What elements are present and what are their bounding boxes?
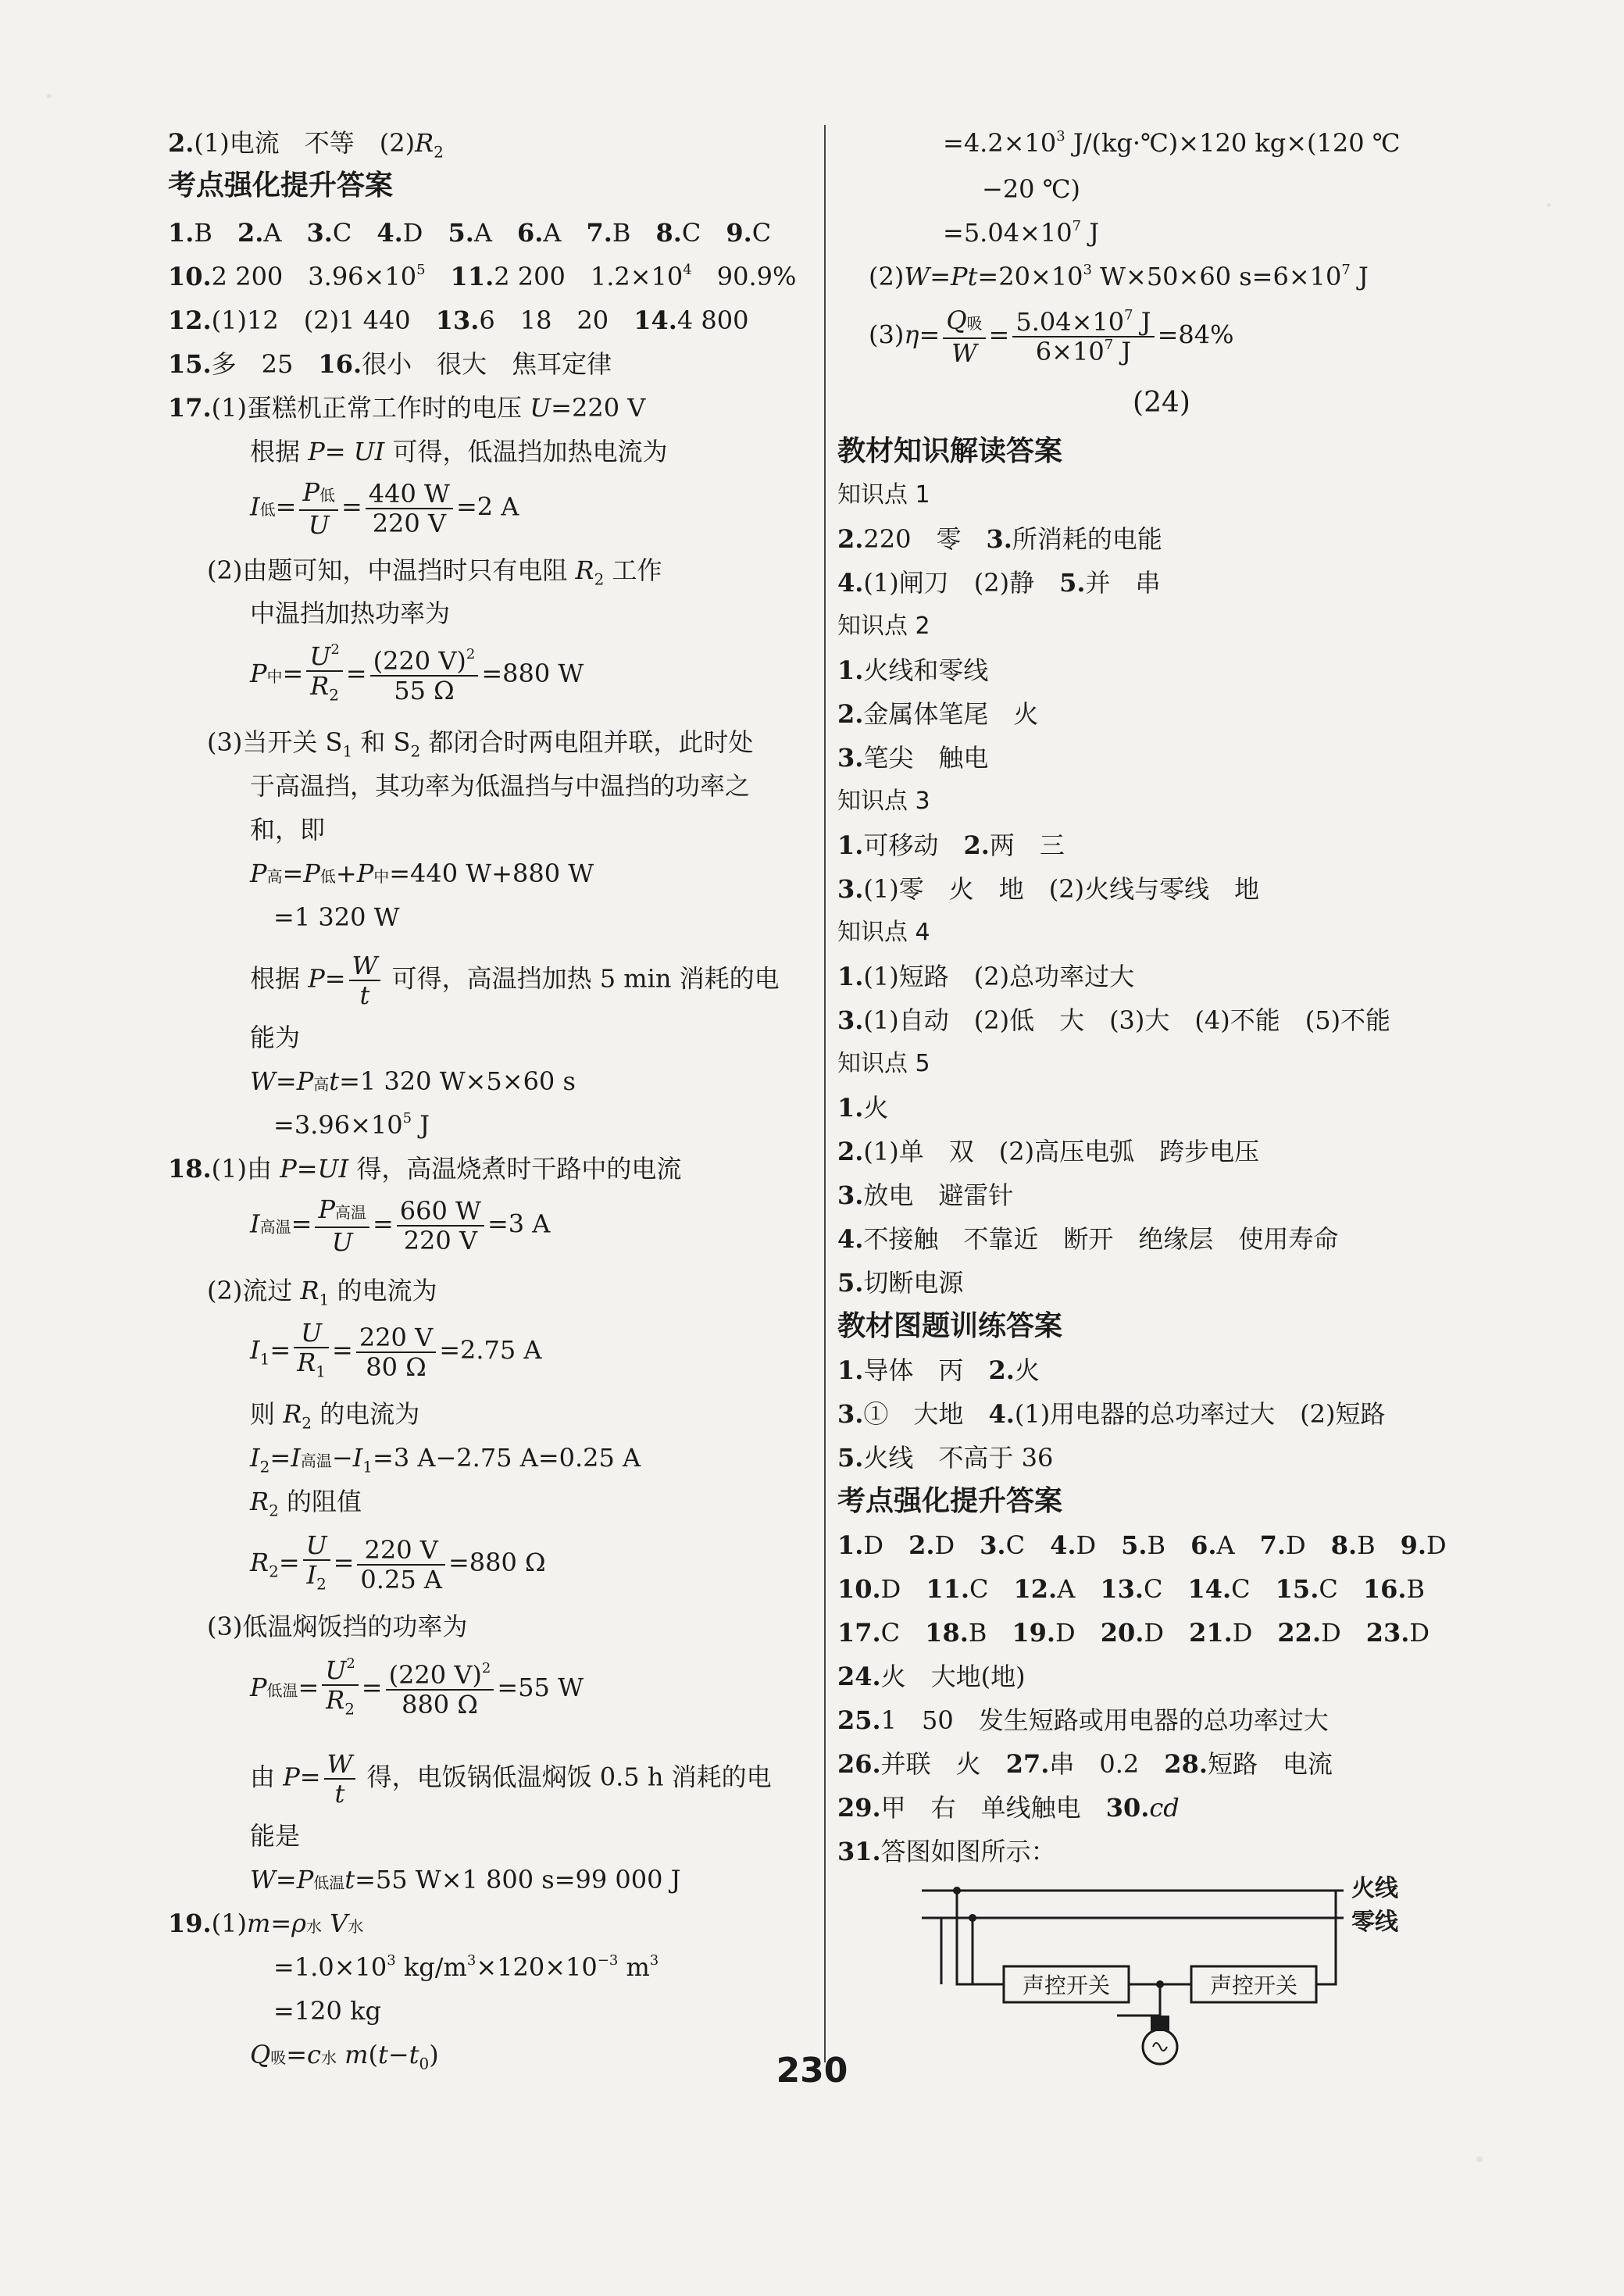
- section-heading: 教材知识解读答案: [837, 435, 1063, 467]
- answer-line: 10.2 200 $3.96\times 10^5$ 11.2 200 $1.2\times 10^4$ 90.9%: [168, 262, 797, 291]
- answer-line: 1.火: [837, 1093, 889, 1123]
- switch-2-label: 声控开关: [1209, 1973, 1298, 1998]
- q17-line: 于高温挡，其功率为低温挡与中温挡的功率之: [250, 771, 751, 801]
- q17-formula: P高=P低+P中=440 W+880 W: [250, 859, 594, 888]
- q17-line: (3)当开关 $S_1$ 和 $S_2$ 都闭合时两电阻并联，此时处: [207, 727, 754, 761]
- knowledge-point-label: 知识点 2: [837, 612, 930, 640]
- mc-answers-row: 1.B 2.A 3.C 4.D 5.A 6.A 7.B 8.C 9.C: [168, 218, 772, 248]
- circuit-diagram: [922, 1715, 1406, 2074]
- mc-answers-row: 10.D 11.C 12.A 13.C 14.C 15.C 16.B: [837, 1574, 1426, 1604]
- q18-line: 能是: [250, 1821, 301, 1851]
- q17-line: 17.(1)蛋糕机正常工作时的电压 U=220 V: [168, 393, 646, 423]
- q18-line: 则 $R_2$ 的电流为: [250, 1399, 420, 1433]
- q18-formula: I高温= $\frac{\text{P高温}}{U}$ = $\frac{660 W}{220 V}$ =3 A: [250, 1194, 551, 1257]
- q18-line: 由 P= $\frac{W}{t}$ 得，电饭锅低温焖饭 0.5 h 消耗的电: [250, 1749, 772, 1809]
- mc-answers-row: 1.D 2.D 3.C 4.D 5.B 6.A 7.D 8.B 9.D: [837, 1530, 1447, 1560]
- q17-line: 根据 P= UI 可得，低温挡加热电流为: [250, 437, 668, 466]
- q19-line: 19.(1)m=ρ水 V水: [168, 1909, 364, 1938]
- answer-line: 24.火 大地(地): [837, 1662, 1026, 1691]
- section-heading: 教材图题训练答案: [837, 1310, 1063, 1342]
- answer-line: 3.① 大地 4.(1)用电器的总功率过大 (2)短路: [837, 1399, 1386, 1429]
- column-divider: [824, 125, 826, 2062]
- q17-line: 能为: [250, 1023, 301, 1052]
- q19-formula: (3)η= $\frac{\text{Q吸}}{W}$ = $\frac{5.04\times 10^7 J}{6\times 10^7 J}$ =84%: [869, 305, 1234, 368]
- answer-line: 1.可移动 2.两 三: [837, 830, 1065, 860]
- answer-line: 15.多 25 16.很小 很大 焦耳定律: [168, 349, 612, 379]
- mc-answers-row: 17.C 18.B 19.D 20.D 21.D 22.D 23.D: [837, 1618, 1430, 1648]
- answer-line: 2.(1)单 双 (2)高压电弧 跨步电压: [837, 1137, 1260, 1166]
- q17-line: 根据 P= $\frac{W}{t}$ 可得，高温挡加热 5 min 消耗的电: [250, 951, 780, 1010]
- answer-line: 3.放电 避雷针: [837, 1180, 1014, 1210]
- answer-line: 5.切断电源: [837, 1268, 964, 1298]
- q18-formula: W=P低温t=55 W×1 800 s=99 000 J: [250, 1865, 681, 1894]
- q17-formula: I低= $\frac{\text{P低}}{U}$ = $\frac{440 W}{220 V}$ =2 A: [250, 477, 519, 540]
- q18-line: (3)低温焖饭挡的功率为: [207, 1612, 468, 1641]
- answer-line: 1.导体 丙 2.火: [837, 1355, 1040, 1385]
- page-number: 230: [776, 2051, 848, 2091]
- q18-formula: $I_1=$ $\frac{U}{R_1}$ = $\frac{220 V}{80 \Omega}$ =2.75 A: [250, 1318, 542, 1382]
- answer-line: 2.220 零 3.所消耗的电能: [837, 524, 1162, 554]
- q19-formula: $=4.2\times 10^3$ J/(kg·℃)×120 kg×(120 ℃: [943, 128, 1401, 158]
- answer-line: 1.(1)短路 (2)总功率过大: [837, 962, 1135, 991]
- section-heading: 考点强化提升答案: [837, 1485, 1063, 1517]
- section-marker: (24): [1133, 387, 1190, 419]
- knowledge-point-label: 知识点 4: [837, 919, 930, 946]
- wire-left-outer: [957, 1891, 1004, 1984]
- q18-line: 18.(1)由 P=UI 得，高温烧煮时干路中的电流: [168, 1154, 682, 1184]
- answer-line: 1.火线和零线: [837, 655, 989, 685]
- q17-formula: W=P高t=1 320 W×5×60 s: [250, 1066, 576, 1096]
- answer-line: 25.1 50 发生短路或用电器的总功率过大: [837, 1705, 1329, 1735]
- answer-line: 26.并联 火 27.串 0.2 28.短路 电流: [837, 1749, 1333, 1779]
- q19-formula: =120 kg: [273, 1996, 381, 2026]
- answer-line: 31.答图如图所示：: [837, 1837, 1056, 1866]
- answer-line: 3.(1)零 火 地 (2)火线与零线 地: [837, 874, 1260, 904]
- answer-line: 12.(1)12 (2)1 440 13.6 18 20 14.4 800: [168, 305, 749, 335]
- q17-line: 中温挡加热功率为: [250, 598, 451, 628]
- q19-formula: $=5.04\times 10^7$ J: [943, 218, 1100, 248]
- q18-line: $R_2$ 的阻值: [250, 1487, 362, 1520]
- answer-line: 4.不接触 不靠近 断开 绝缘层 使用寿命: [837, 1224, 1339, 1254]
- q18-formula: $R_2=$ $\frac{U}{I_2}$ = $\frac{220 V}{0.25 A}$ =880 Ω: [250, 1530, 546, 1594]
- q18-formula: $I_2=I$高温$-I_1=3$ A−2.75 A=0.25 A: [250, 1443, 641, 1477]
- live-wire-label: 火线: [1351, 1875, 1398, 1902]
- switch-1-label: 声控开关: [1022, 1973, 1111, 1998]
- knowledge-point-label: 知识点 5: [837, 1050, 930, 1077]
- q19-formula: −20 ℃): [982, 174, 1080, 204]
- q18-formula: P低温= $\frac{U^2}{R_2}$ = $\frac{(220 V)^2}{880 \Omega}$ =55 W: [250, 1655, 584, 1719]
- q19-formula: Q吸=c水 $m(t-t_0)$: [250, 2040, 439, 2073]
- q19-formula: $(2)W=Pt=20\times 10^3$ W×50×60 $s=6\times 10^7$ J: [869, 262, 1369, 291]
- q18-line: (2)流过 $R_1$ 的电流为: [207, 1276, 437, 1309]
- answer-line: 29.甲 右 单线触电 30.cd: [837, 1793, 1180, 1823]
- wire-right-outer: [1316, 1891, 1336, 1984]
- answer-line: 4.(1)闸刀 (2)静 5.并 串: [837, 568, 1161, 598]
- answer-line: 2.(1)电流 不等 $(2)R_2$: [168, 128, 444, 162]
- q17-formula: =1 320 W: [273, 902, 400, 932]
- answer-line: 3.笔尖 触电: [837, 743, 989, 773]
- knowledge-point-label: 知识点 1: [837, 481, 930, 509]
- answer-line: 2.金属体笔尾 火: [837, 699, 1039, 729]
- q17-formula: P中= $\frac{U^2}{R_2}$ = $\frac{(220 V)^2}{55 \Omega}$ =880 W: [250, 641, 584, 705]
- knowledge-point-label: 知识点 3: [837, 787, 930, 815]
- q17-line: 和，即: [250, 815, 326, 844]
- q19-formula: $=1.0\times 10^3$ $kg/m^3\times 120\times 10^{-3}$ $m^3$: [273, 1952, 659, 1982]
- answer-line: 5.火线 不高于 36: [837, 1443, 1054, 1473]
- section-heading: 考点强化提升答案: [168, 170, 394, 202]
- answer-line: 3.(1)自动 (2)低 大 (3)大 (4)不能 (5)不能: [837, 1005, 1391, 1035]
- q17-line: (2)由题可知，中温挡时只有电阻 $R_2$ 工作: [207, 555, 662, 589]
- q17-formula: $=3.96\times 10^5$ J: [273, 1110, 430, 1140]
- neutral-wire-label: 零线: [1351, 1909, 1398, 1936]
